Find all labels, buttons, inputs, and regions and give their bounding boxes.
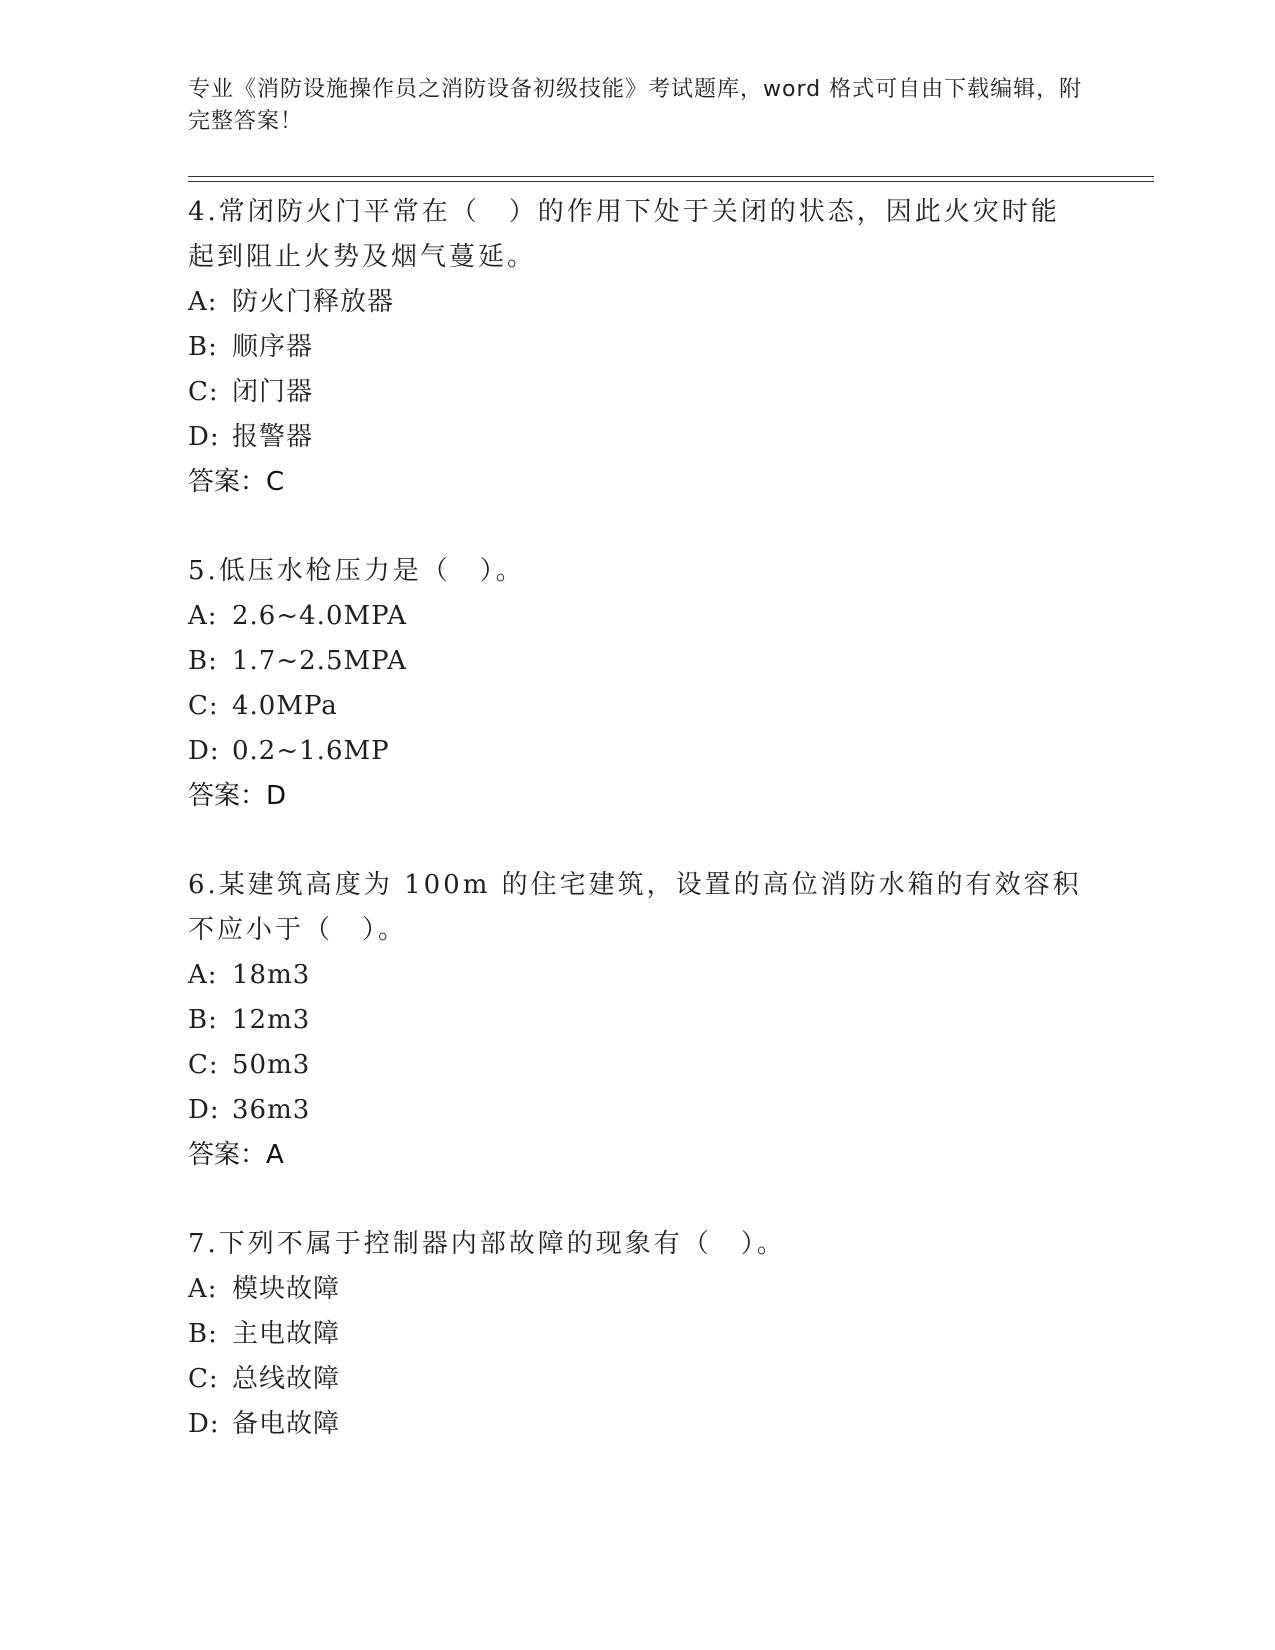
option-text: 模块故障 xyxy=(232,1274,341,1304)
option-text: 2.6~4.0MPA xyxy=(232,601,407,631)
option-label: D: xyxy=(188,736,220,766)
option-text: 主电故障 xyxy=(232,1319,341,1349)
question-5 xyxy=(188,549,1088,819)
option-label: A: xyxy=(188,960,218,990)
option-text: 顺序器 xyxy=(232,332,314,362)
answer-line: 答案：D xyxy=(188,781,287,811)
question-4 xyxy=(188,190,1088,505)
option-label: D: xyxy=(188,1409,220,1439)
option-d xyxy=(188,1088,1088,1133)
option-a xyxy=(188,594,1088,639)
option-c xyxy=(188,1043,1088,1088)
question-list xyxy=(188,190,1088,1491)
option-label: C: xyxy=(188,691,219,721)
option-text: 防火门释放器 xyxy=(232,287,395,317)
option-label: A: xyxy=(188,287,218,317)
option-label: B: xyxy=(188,332,218,362)
question-6 xyxy=(188,863,1088,1178)
option-text: 报警器 xyxy=(232,422,314,452)
option-text: 36m3 xyxy=(232,1095,311,1125)
header-double-rule xyxy=(188,176,1154,182)
question-stem: 4.常闭防火门平常在（ ）的作用下处于关闭的状态，因此火灾时能起到阻止火势及烟气蔓延。 xyxy=(188,197,1060,272)
option-text: 0.2~1.6MP xyxy=(232,736,390,766)
option-text: 18m3 xyxy=(232,960,311,990)
option-label: D: xyxy=(188,1095,220,1125)
answer-line: 答案：A xyxy=(188,1140,284,1170)
option-b xyxy=(188,325,1088,370)
option-b xyxy=(188,639,1088,684)
option-text: 4.0MPa xyxy=(232,691,338,721)
answer-line: 答案：C xyxy=(188,467,285,497)
question-stem: 6.某建筑高度为 100m 的住宅建筑，设置的高位消防水箱的有效容积不应小于（ ）。 xyxy=(188,870,1082,945)
question-7 xyxy=(188,1222,1088,1447)
option-b xyxy=(188,998,1088,1043)
option-label: C: xyxy=(188,377,219,407)
option-label: B: xyxy=(188,1319,218,1349)
question-stem: 7.下列不属于控制器内部故障的现象有（ ）。 xyxy=(188,1229,786,1259)
option-a xyxy=(188,953,1088,998)
option-label: B: xyxy=(188,1005,218,1035)
question-stem: 5.低压水枪压力是（ ）。 xyxy=(188,556,525,586)
option-c xyxy=(188,1357,1088,1402)
header-note: 专业《消防设施操作员之消防设备初级技能》考试题库，word 格式可自由下载编辑，附完整答案！ xyxy=(188,77,1083,134)
option-label: C: xyxy=(188,1364,219,1394)
option-b xyxy=(188,1312,1088,1357)
option-text: 50m3 xyxy=(232,1050,311,1080)
option-a xyxy=(188,280,1088,325)
option-label: D: xyxy=(188,422,220,452)
option-text: 12m3 xyxy=(232,1005,311,1035)
option-text: 总线故障 xyxy=(232,1364,341,1394)
option-text: 闭门器 xyxy=(232,377,314,407)
option-d xyxy=(188,415,1088,460)
option-text: 1.7~2.5MPA xyxy=(232,646,407,676)
option-label: C: xyxy=(188,1050,219,1080)
option-text: 备电故障 xyxy=(232,1409,341,1439)
option-d xyxy=(188,729,1088,774)
option-label: B: xyxy=(188,646,218,676)
option-label: A: xyxy=(188,1274,218,1304)
option-label: A: xyxy=(188,601,218,631)
option-c xyxy=(188,370,1088,415)
option-a xyxy=(188,1267,1088,1312)
option-c xyxy=(188,684,1088,729)
option-d xyxy=(188,1402,1088,1447)
